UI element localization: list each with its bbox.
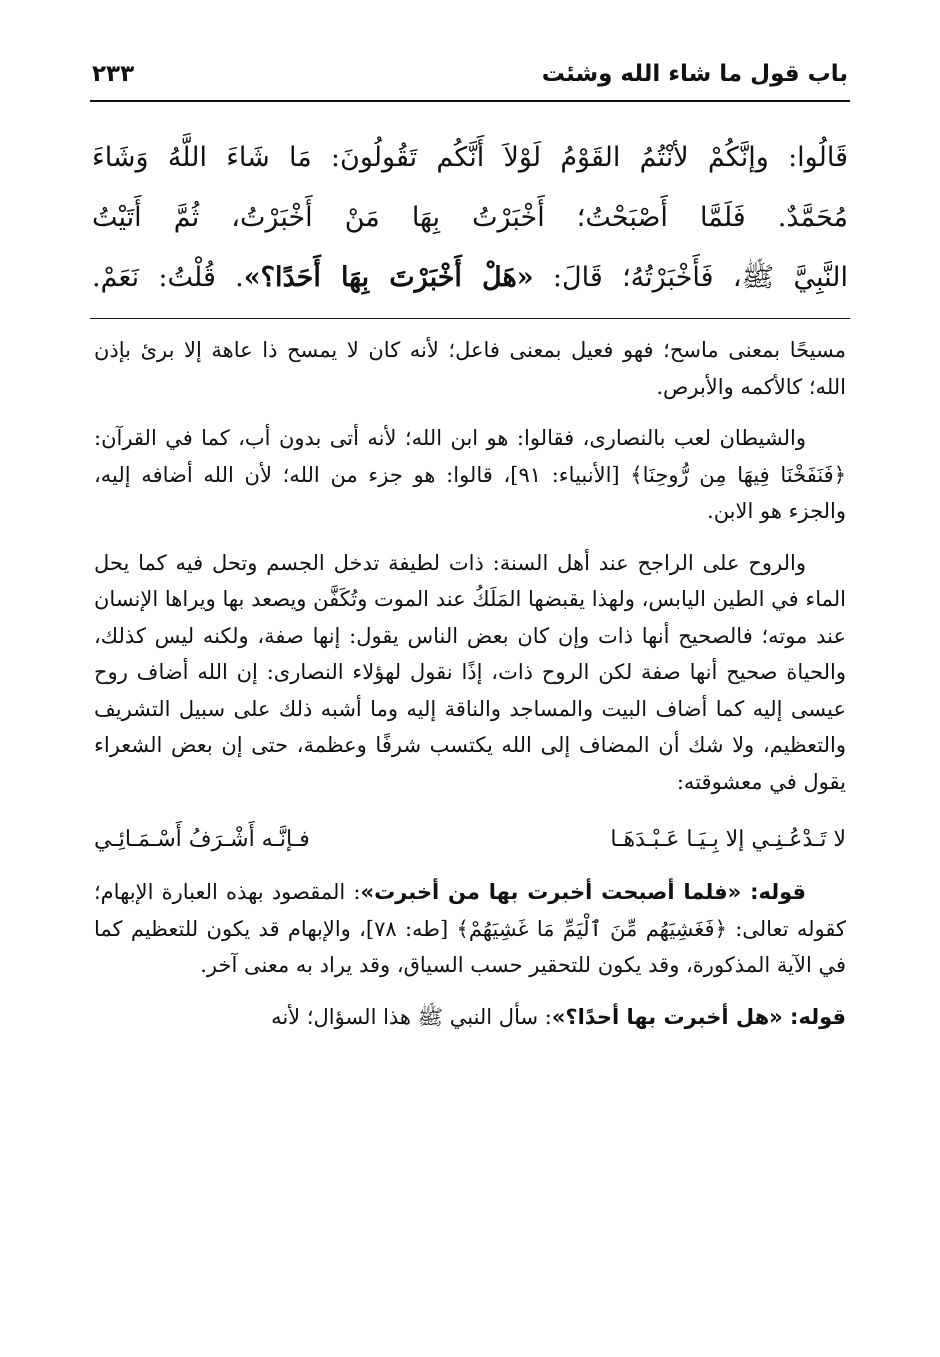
qawluhu-keyword: قوله: (741, 880, 807, 904)
chapter-title: باب قول ما شاء الله وشئت (541, 61, 848, 87)
quoted-phrase: «هل أخبرت بها أحدًا؟» (551, 1004, 783, 1029)
hadith-line-2: مُحَمَّدٌ. فَلَمَّا أَصْبَحْتُ؛ أَخْبَرْتُ بِهَا مَنْ أَخْبَرْتُ، ثُمَّ أَتَيْتُ (92, 202, 848, 233)
paragraph-ibham (94, 874, 846, 984)
section-divider (90, 318, 850, 319)
qawluhu-keyword: قوله: (782, 1004, 846, 1029)
paragraph-shaytan-text: والشيطان لعب بالنصارى، فقالوا: هو ابن الله؛ لأنه أتى بدون أب، كما في القرآن: ﴿فَنَفَخْنَا فِيهَا مِن رُّوحِنَا﴾ [الأنبياء: ٩١]، قالوا: هو جزء من الله؛ لأن الله أضافه إليه، والجزء هو الابن. (94, 426, 846, 523)
hadith-line-3-end: . قُلْتُ: نَعَمْ. (92, 262, 244, 293)
hadith-line-3-start: النَّبِيَّ ﷺ، فَأَخْبَرْتُهُ؛ قَالَ: (533, 262, 848, 293)
hadith-question-bold: «هَلْ أَخْبَرْتَ بِهَا أَحَدًا؟» (243, 262, 534, 293)
paragraph-shaytan (94, 420, 846, 530)
paragraph-ibham-text: : المقصود بهذه العبارة الإبهام؛ كقوله تعالى: ﴿فَغَشِيَهُم مِّنَ ٱلْيَمِّ مَا غَشِيَهُمْ﴾ [طه: ٧٨]، والإبهام قد يكون للتعظيم كما في الآية المذكورة، وقد يكون للتحقير حسب السياق، وقد يراد به معنى آخر. (94, 880, 846, 977)
paragraph-question-text: : سأل النبي ﷺ هذا السؤال؛ لأنه (271, 1004, 552, 1029)
hadith-text (92, 128, 848, 308)
page-number: ٢٣٣ (92, 61, 135, 87)
header-divider (90, 100, 850, 102)
paragraph-masih: مسيحًا بمعنى ماسح؛ فهو فعيل بمعنى فاعل؛ لأنه كان لا يمسح ذا عاهة إلا برئ بإذن الله؛ كالأكمه والأبرص. (94, 338, 846, 399)
hadith-line-1: قَالُوا: وإنَّكُمْ لأنْتُمُ القَوْمُ لَوْلاَ أَنَّكُم تَقُولُونَ: مَا شَاءَ اللَّهُ وَشَاءَ (92, 142, 848, 173)
paragraph-ruh (94, 545, 846, 801)
verse-first-hemistich: لا تَـدْعُـنِـي إلا بِـيَـا عَـبْـدَهَـا (610, 827, 846, 852)
poetry-verse (94, 820, 846, 860)
page-header (92, 56, 848, 92)
paragraph-question (94, 999, 846, 1036)
verse-second-hemistich: فـإنَّـه أَشْـرَفُ أَسْـمَـائِـي (94, 827, 310, 852)
paragraph-ruh-text: والروح على الراجح عند أهل السنة: ذات لطيفة تدخل الجسم وتحل فيه كما يحل الماء في الطين اليابس، ولهذا يقبضها المَلَكُ عند الموت وتُكَفَّن ويصعد بها ويراها الإنسان عند موته؛ فالصحيح أنها ذات وإن كان بعض الناس يقول: إنها صفة، ولكنه ليس كذلك، والحياة صحيح أنها صفة لكن الروح ذات، إذًا نقول لهؤلاء النصارى: إن الله أضاف روح عيسى إليه كما أضاف البيت والمساجد والناقة إليه وما أشبه ذلك على سبيل التشريف والتعظيم، ولا شك أن المضاف إلى الله يكتسب شرفًا وعظمة، حتى إن بعض الشعراء يقول في معشوقته: (94, 550, 846, 794)
hadith-line-3 (92, 248, 848, 308)
quoted-phrase: «فلما أصبحت أخبرت بها من أخبرت» (360, 880, 742, 904)
commentary (94, 332, 846, 1035)
